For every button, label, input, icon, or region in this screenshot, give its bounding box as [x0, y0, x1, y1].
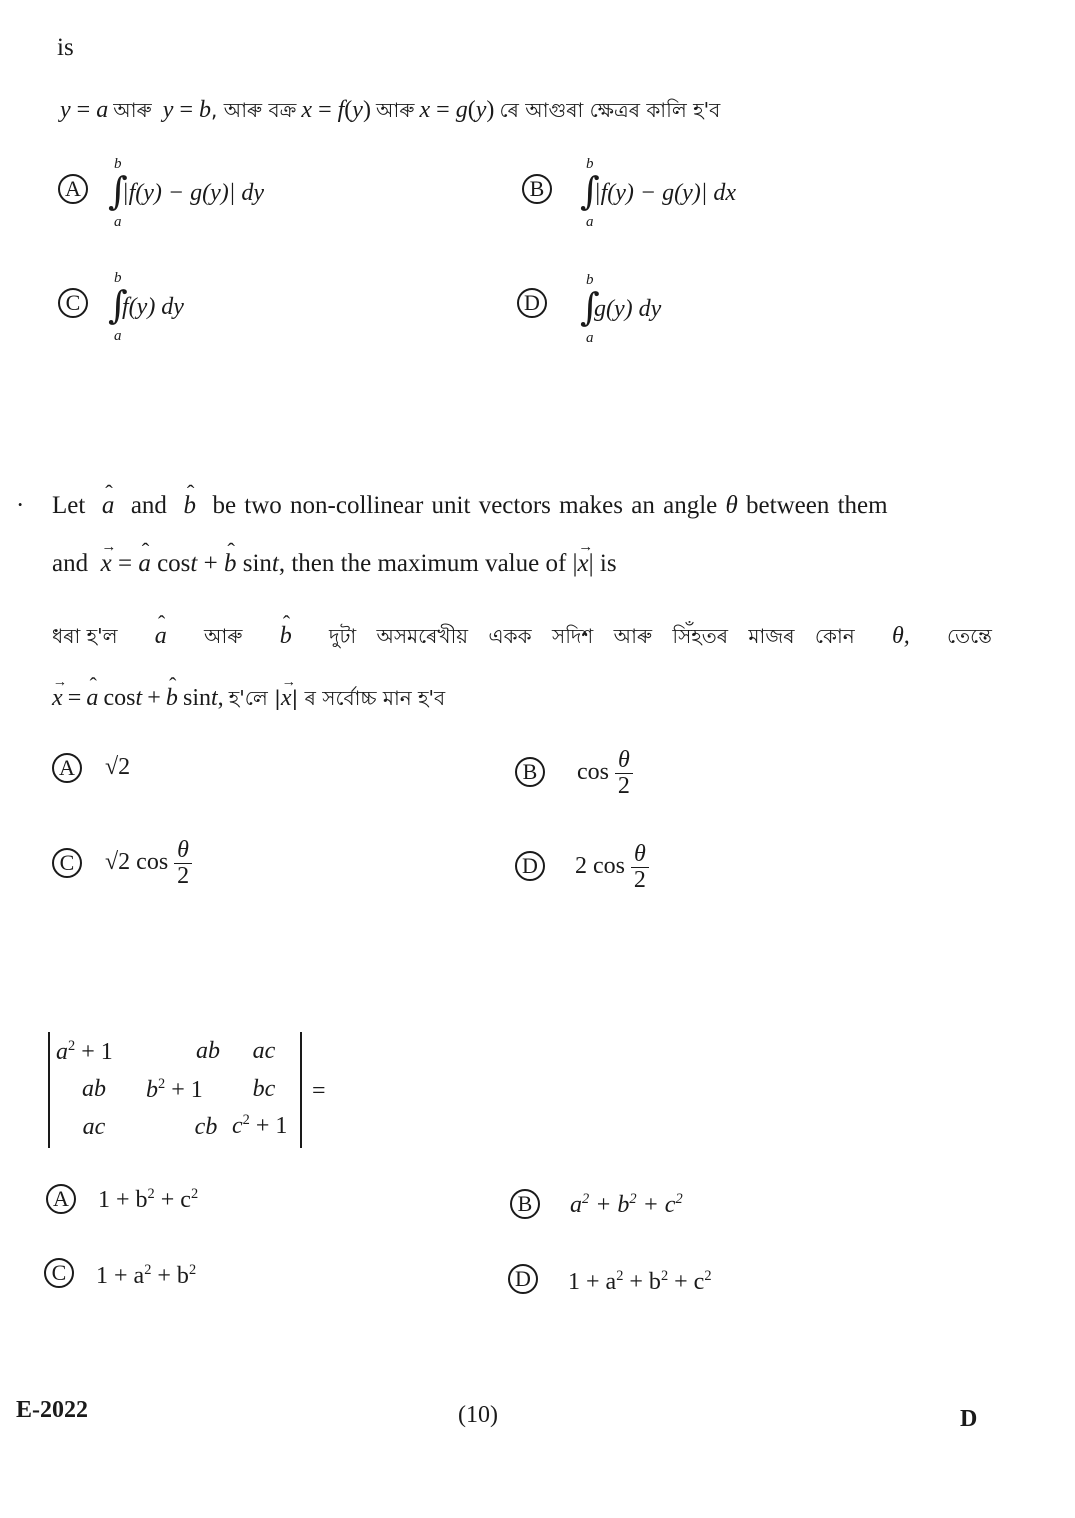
- cell-31: ac: [82, 1114, 106, 1140]
- q1-eq-x-gy: x = g(y): [419, 97, 495, 123]
- t: t: [271, 550, 279, 577]
- fraction: $\frac{\theta}{2}$: [631, 842, 649, 893]
- text: cos: [103, 685, 136, 711]
- text: ধৰা হ'ল: [52, 624, 118, 648]
- q3-option-c-marker[interactable]: C: [44, 1258, 74, 1288]
- q2-en-line1: [52, 492, 888, 520]
- q1-option-c-marker[interactable]: C: [58, 288, 88, 318]
- q1-eq-x-fy: x = f(y): [301, 97, 371, 123]
- q2-option-c-value: [105, 838, 192, 889]
- text: sin: [182, 685, 211, 711]
- q1-eq-y-b: y = b: [162, 97, 211, 123]
- q1-option-a-marker[interactable]: A: [58, 174, 88, 204]
- cell-23: bc: [252, 1076, 276, 1102]
- x-vector: → x: [52, 685, 63, 712]
- text: তেন্তে: [947, 624, 992, 648]
- cell-13: ac: [252, 1038, 276, 1064]
- q3-option-c-value: $1 + a^2 + b^2$: [96, 1262, 197, 1289]
- q2-option-d-marker[interactable]: D: [515, 851, 545, 881]
- fraction: $\frac{\theta}{2}$: [615, 748, 633, 799]
- footer-exam-code: E-2022: [16, 1397, 88, 1423]
- text: 2 cos: [575, 853, 625, 880]
- q1-option-d-integral: [580, 272, 780, 352]
- a-hat: ˆ a: [86, 685, 98, 712]
- integrand: |f(y) − g(y)| dy: [122, 180, 264, 206]
- text: =: [117, 550, 133, 577]
- b-hat: ˆ b: [280, 623, 292, 650]
- q1-eq-y-a: y = a: [60, 97, 109, 123]
- q2-option-a-value: √2: [105, 754, 131, 780]
- q2-en-line2: [52, 550, 617, 578]
- q3-option-a-value: $1 + b^2 + c^2$: [98, 1186, 199, 1213]
- q3-equals: =: [312, 1078, 326, 1104]
- q2-option-d-value: [575, 842, 649, 893]
- text: √2 cos: [105, 849, 169, 876]
- integrand: f(y) dy: [122, 294, 184, 320]
- q3-determinant: [48, 1032, 302, 1148]
- x-vector: → x: [578, 550, 589, 578]
- text: আৰু: [204, 624, 243, 648]
- b-hat: ˆ b: [166, 685, 178, 712]
- text: | is: [588, 550, 617, 577]
- t: t: [190, 550, 198, 577]
- b-hat: ˆ b: [224, 550, 237, 578]
- q2-as-line1: [52, 622, 992, 655]
- text: দুটা অসমৰেখীয় একক সদিশ আৰু সিঁহতৰ মাজৰ কোন: [328, 624, 855, 648]
- text: হ'লে |: [228, 686, 281, 710]
- q1-option-d-marker[interactable]: D: [517, 288, 547, 318]
- text: and: [52, 550, 89, 577]
- q1-option-a-integral: [108, 156, 368, 236]
- fraction: $\frac{\theta}{2}$: [174, 838, 192, 889]
- cell-22: $b^2 + 1$: [146, 1076, 203, 1103]
- q1-as-and2: আৰু: [376, 98, 415, 122]
- text: cos: [157, 550, 191, 577]
- q1-as-curve: , আৰু বক্ৰ: [210, 98, 297, 122]
- text: and: [130, 492, 167, 519]
- cell-21: ab: [82, 1076, 106, 1102]
- integrand: |f(y) − g(y)| dx: [594, 180, 736, 206]
- q2-option-b-value: [577, 748, 633, 799]
- q2-option-c-marker[interactable]: C: [52, 848, 82, 878]
- q3-option-d-value: $1 + a^2 + b^2 + c^2$: [568, 1268, 712, 1295]
- text: | ৰ সৰ্বোচ্চ মান হ'ব: [291, 686, 446, 710]
- lower-limit: a: [586, 214, 594, 230]
- text: +: [203, 550, 218, 577]
- cell-33: $c^2 + 1$: [232, 1112, 288, 1139]
- text: Let: [52, 492, 86, 519]
- upper-limit: b: [114, 270, 122, 286]
- a-hat: ˆ a: [138, 550, 151, 578]
- x-vector: → x: [101, 550, 112, 578]
- theta: θ,: [891, 623, 910, 649]
- integral-sign-icon: ∫: [580, 285, 600, 329]
- text: be two non-collinear unit vectors makes an angle: [212, 492, 718, 519]
- q1-line-en: is: [57, 34, 74, 61]
- q1-line-as: [60, 96, 720, 129]
- text: +: [147, 685, 161, 711]
- q3-option-d-marker[interactable]: D: [508, 1264, 538, 1294]
- cell-12: ab: [196, 1038, 220, 1064]
- b-hat: ˆ b: [183, 492, 196, 520]
- q2-bullet: ·: [16, 492, 25, 519]
- x-vector: → x: [281, 685, 292, 712]
- q1-as-and1: আৰু: [113, 98, 152, 122]
- a-hat: ˆ a: [102, 492, 115, 520]
- lower-limit: a: [114, 214, 122, 230]
- q2-as-line2: [52, 684, 445, 717]
- text: ,: [217, 685, 224, 711]
- footer-set-letter: D: [960, 1406, 978, 1432]
- cell-32: cb: [194, 1114, 218, 1140]
- t: t: [211, 685, 218, 711]
- cell-11: $a^2 + 1$: [56, 1038, 113, 1065]
- q1-option-b-marker[interactable]: B: [522, 174, 552, 204]
- q3-option-b-marker[interactable]: B: [510, 1189, 540, 1219]
- integral-sign-icon: ∫: [108, 283, 128, 327]
- upper-limit: b: [586, 156, 594, 172]
- q1-option-c-integral: [108, 270, 308, 350]
- text: between them: [746, 492, 888, 519]
- q3-option-a-marker[interactable]: A: [46, 1184, 76, 1214]
- footer-page-number: (10): [458, 1402, 498, 1428]
- q2-option-b-marker[interactable]: B: [515, 757, 545, 787]
- integrand: g(y) dy: [594, 296, 662, 322]
- text: cos: [577, 759, 609, 786]
- upper-limit: b: [586, 272, 594, 288]
- text: =: [67, 685, 82, 711]
- upper-limit: b: [114, 156, 122, 172]
- q1-as-tail: ৰে আগুৰা ক্ষেত্ৰৰ কালি হ'ব: [499, 98, 721, 122]
- q3-option-b-value: $a^2 + b^2 + c^2$: [570, 1191, 683, 1218]
- integral-sign-icon: ∫: [580, 169, 600, 213]
- text: , then the maximum value of |: [278, 550, 578, 577]
- t: t: [135, 685, 143, 711]
- lower-limit: a: [114, 328, 122, 344]
- q2-option-a-marker[interactable]: A: [52, 753, 82, 783]
- q1-option-b-integral: [580, 156, 840, 236]
- text: sin: [242, 550, 272, 577]
- theta: θ: [725, 492, 738, 519]
- a-hat: ˆ a: [155, 623, 167, 650]
- integral-sign-icon: ∫: [108, 169, 128, 213]
- lower-limit: a: [586, 330, 594, 346]
